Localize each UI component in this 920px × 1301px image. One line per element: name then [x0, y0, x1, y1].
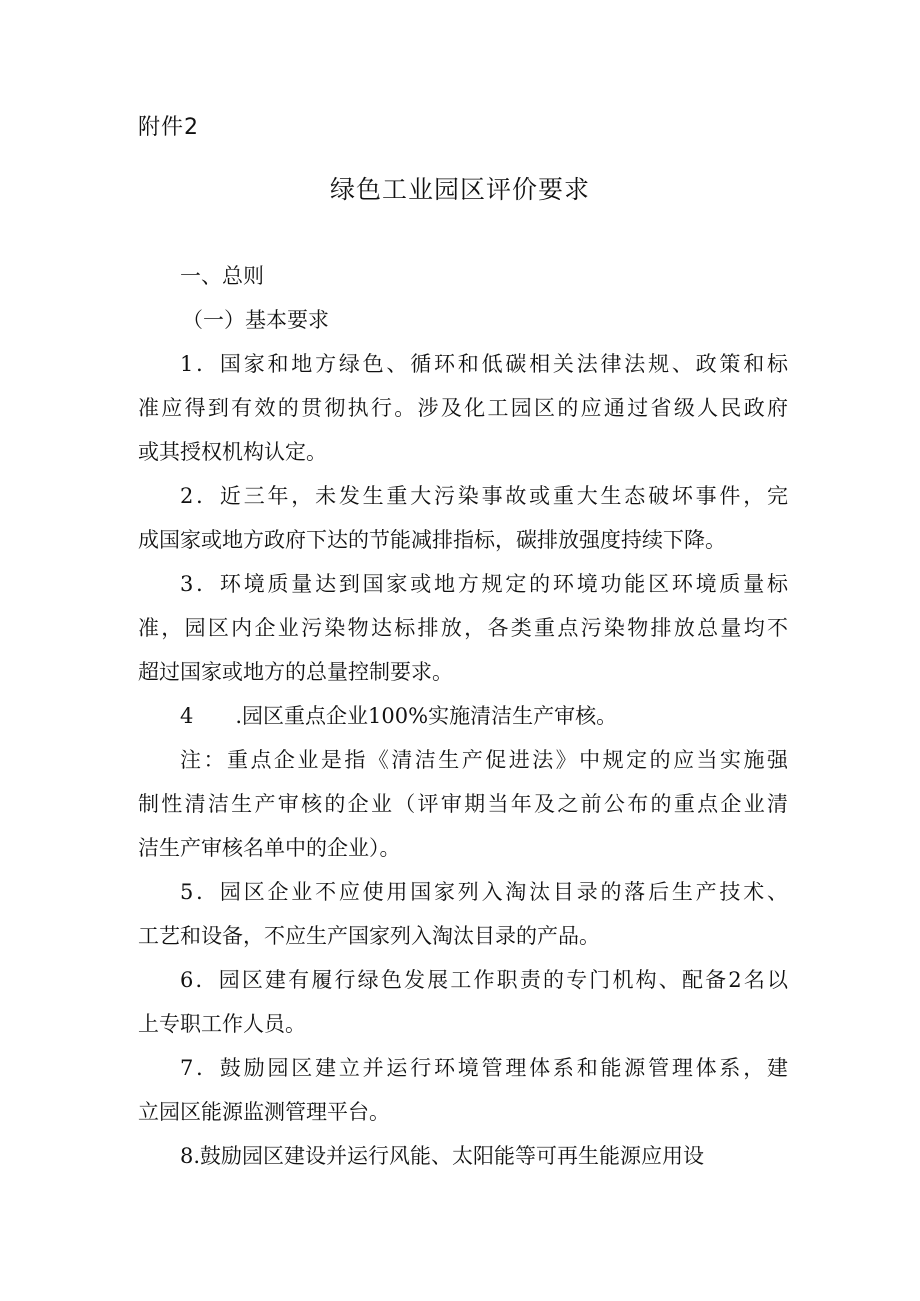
section-heading: 一、总则	[180, 264, 264, 288]
attachment-label: 附件2	[138, 115, 199, 140]
requirement-paragraph	[138, 694, 788, 738]
paragraph-line: 上专职工作人员。	[138, 1012, 306, 1036]
requirement-paragraph	[138, 958, 788, 1046]
paragraph-line: 立园区能源监测管理平台。	[138, 1100, 390, 1124]
paragraph-line: 准，园区内企业污染物达标排放，各类重点污染物排放总量均不	[138, 616, 788, 640]
requirement-paragraph	[138, 870, 788, 958]
paragraph-line: 工艺和设备，不应生产国家列入淘汰目录的产品。	[138, 924, 600, 948]
paragraph-line: 或其授权机构认定。	[138, 440, 327, 464]
paragraph-line: 1．国家和地方绿色、循环和低碳相关法律法规、政策和标	[180, 352, 788, 376]
requirements-list	[138, 342, 788, 1178]
requirement-paragraph	[138, 562, 788, 694]
paragraph-line: 成国家或地方政府下达的节能减排指标，碳排放强度持续下降。	[138, 528, 726, 552]
paragraph-line: 洁生产审核名单中的企业）。	[138, 836, 401, 860]
paragraph-line: 5．园区企业不应使用国家列入淘汰目录的落后生产技术、	[180, 880, 788, 904]
paragraph-line: 7．鼓励园区建立并运行环境管理体系和能源管理体系，建	[180, 1056, 788, 1080]
requirement-paragraph	[138, 738, 788, 870]
paragraph-line: 制性清洁生产审核的企业（评审期当年及之前公布的重点企业清	[138, 792, 788, 816]
paragraph-line: 6．园区建有履行绿色发展工作职责的专门机构、配备2名以	[180, 968, 788, 992]
paragraph-line: 4 .园区重点企业100%实施清洁生产审核。	[180, 704, 618, 728]
requirement-paragraph	[138, 474, 788, 562]
paragraph-line: 超过国家或地方的总量控制要求。	[138, 660, 453, 684]
paragraph-line: 8.鼓励园区建设并运行风能、太阳能等可再生能源应用设	[180, 1144, 705, 1168]
document-body	[138, 254, 788, 1178]
paragraph-line: 3．环境质量达到国家或地方规定的环境功能区环境质量标	[180, 572, 788, 596]
paragraph-line: 准应得到有效的贯彻执行。涉及化工园区的应通过省级人民政府	[138, 396, 788, 420]
document-title: 绿色工业园区评价要求	[329, 175, 590, 204]
paragraph-line: 2．近三年，未发生重大污染事故或重大生态破坏事件，完	[180, 484, 788, 508]
requirement-paragraph	[138, 1046, 788, 1134]
requirement-paragraph	[138, 1134, 788, 1178]
subsection-heading: （一）基本要求	[182, 308, 329, 332]
requirement-paragraph	[138, 342, 788, 474]
paragraph-line: 注：重点企业是指《清洁生产促进法》中规定的应当实施强	[180, 748, 788, 772]
